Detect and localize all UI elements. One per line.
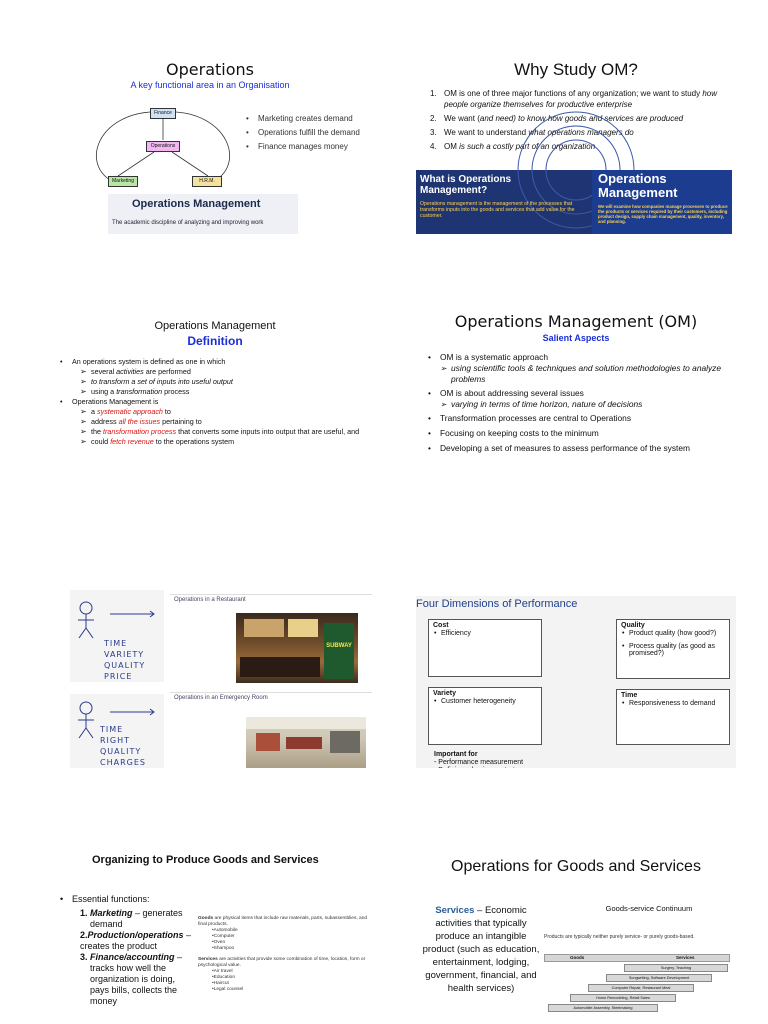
om-textbook-card xyxy=(108,194,298,234)
caption: Operations in a Restaurant xyxy=(174,597,246,603)
slide-goods-services xyxy=(384,768,768,1024)
restaurant-card xyxy=(170,594,372,688)
bullet-item: • Operations fulfill the demand xyxy=(246,126,386,140)
definition-body xyxy=(60,357,370,447)
slide-title: Operations Management (OM) xyxy=(454,312,698,331)
bullet-item: • OM is about addressing several issues xyxy=(428,388,748,399)
bullet-item: • OM is a systematic approach xyxy=(428,352,748,363)
slide-why-study-om xyxy=(384,0,768,256)
continuum-row: Computer Repair, Restaurant Meal xyxy=(588,984,694,992)
services-definition: Services – Economic activities that typically produce an intangible product (such as education, entertainment, lodging, government, financial, and health services) xyxy=(422,905,540,994)
bullet-item: • Transformation processes are central to Operations xyxy=(428,413,748,424)
col-services: Services xyxy=(676,955,695,960)
bullet-item: • Marketing creates demand xyxy=(246,112,386,126)
handwriting-list: TIME RIGHT QUALITY CHARGES xyxy=(100,725,146,767)
sub-item: ➢ varying in terms of time horizon, nature of decisions xyxy=(440,399,748,410)
quality-box: Quality • Product quality (how good?) • Process quality (as good as promised?) xyxy=(616,619,730,679)
variety-box: Variety • Customer heterogeneity xyxy=(428,687,542,745)
om-card-caption: The academic discipline of analyzing and improving work xyxy=(112,220,264,226)
slide-subtitle: A key functional area in an Organisation xyxy=(130,80,290,90)
bullet-item: • Operations Management is xyxy=(60,397,370,407)
handwriting-panel-er xyxy=(70,694,164,768)
continuum-row: Songwriting, Software Development xyxy=(606,974,712,982)
om-card-title: Operations Management xyxy=(132,198,261,210)
why-item: 4. OM is such a costly part of an organization xyxy=(430,142,596,151)
bullet-item: • An operations system is defined as one in which xyxy=(60,357,370,367)
slide-title: Operations xyxy=(166,60,254,79)
slide-om-salient xyxy=(384,256,768,512)
slide-subtitle: Definition xyxy=(187,334,243,348)
subway-sign: SUBWAY xyxy=(326,643,352,649)
slide-operations xyxy=(0,0,384,256)
banner-what-is-om xyxy=(416,170,592,234)
sub-item: ➢ address all the issues pertaining to xyxy=(80,417,370,427)
restaurant-photo xyxy=(236,613,358,683)
continuum-note: Products are typically neither purely service- or purely goods-based. xyxy=(544,934,695,940)
bullet-item: • Essential functions: xyxy=(60,894,150,904)
operations-box: Operations xyxy=(146,141,180,152)
continuum-row: Surgery, Teaching xyxy=(624,964,728,972)
caption: Operations in an Emergency Room xyxy=(174,695,268,701)
sub-item: ➢ could fetch revenue to the operations system xyxy=(80,437,370,447)
banner-left-text: Operations management is the management of the processes that transforms inputs into the goods and services that add value for the customer. xyxy=(420,201,575,219)
slide-title: Organizing to Produce Goods and Services xyxy=(92,854,319,866)
why-list xyxy=(430,88,730,152)
goods-services-card: Goods are physical items that include raw materials, parts, subassemblies, and final products. •Automobile •Computer •Oven •Shampoo Services are activities that provide some combination of time, location, form or psychological value. •Air travel •Education •Haircut •Legal counsel xyxy=(198,916,368,992)
org-diagram xyxy=(88,102,238,190)
slide-subtitle: Salient Aspects xyxy=(542,333,610,343)
hrm-box: H.R.M. xyxy=(192,176,222,187)
why-item: 1. OM is one of three major functions of any organization; we want to study how people organize themselves for productive enterprise xyxy=(430,89,718,109)
slide-operations-examples xyxy=(0,512,384,768)
handwriting-panel-restaurant xyxy=(70,590,164,682)
salient-body xyxy=(428,352,748,454)
bullet-item: • Developing a set of measures to assess performance of the system xyxy=(428,443,748,454)
why-item: 3. We want to understand what operations managers do xyxy=(430,128,634,137)
function-item: 1. Marketing – generates demand xyxy=(80,908,183,929)
banner-left-title: What is Operations Management? xyxy=(420,174,512,196)
why-item: 2. We want (and need) to know how goods and services are produced xyxy=(430,114,684,123)
important-for: Important for - Performance measurement xyxy=(434,751,524,766)
er-card xyxy=(170,692,372,770)
continuum-row: Automobile Assembly, Steelmaking xyxy=(548,1004,658,1012)
sub-item: ➢ using scientific tools & techniques and solution methodologies to analyze problems xyxy=(440,363,748,385)
sub-item: ➢ to transform a set of inputs into useful output xyxy=(80,377,370,387)
bullet-item: • Focusing on keeping costs to the minimum xyxy=(428,428,748,439)
function-item: 3. Finance/accounting – tracks how well the organization is doing, pays bills, collects the money xyxy=(80,952,183,1006)
slide-title: Operations Management xyxy=(154,320,276,332)
sub-item: ➢ a systematic approach to xyxy=(80,407,370,417)
cost-box: Cost • Efficiency xyxy=(428,619,542,677)
sub-item: ➢ using a transformation process xyxy=(80,387,370,397)
handwriting-list: TIME VARIETY QUALITY PRICE xyxy=(104,639,146,681)
continuum-chart xyxy=(544,954,730,1024)
banner-om xyxy=(592,170,732,234)
slide-title: Why Study OM? xyxy=(514,60,638,79)
slide-om-definition xyxy=(0,256,384,512)
slide-title: Four Dimensions of Performance xyxy=(416,598,578,610)
functions-numbered xyxy=(80,908,196,1007)
time-box: Time • Responsiveness to demand xyxy=(616,689,730,745)
sub-item: ➢ the transformation process that converts some inputs into output that are useful, and xyxy=(80,427,370,437)
continuum-row: Home Remodeling, Retail Sales xyxy=(570,994,676,1002)
bullet-item: • Finance manages money xyxy=(246,140,386,154)
banner-right-title: Operations Management xyxy=(598,171,678,200)
continuum-title: Goods-service Continuum xyxy=(605,904,693,913)
s1-bullets xyxy=(246,112,386,154)
banner-right-text: We will examine how companies manage processes to produce the products or services required by their customers, including product design, supply chain management, quality, inventory, and planning. xyxy=(598,204,728,224)
er-photo xyxy=(246,717,366,771)
finance-box: Finance xyxy=(150,108,176,119)
slide-four-dimensions xyxy=(384,512,768,768)
function-item: 2.Production/operations – creates the product xyxy=(80,930,192,951)
sub-item: ➢ several activities are performed xyxy=(80,367,370,377)
col-goods: Goods xyxy=(570,955,585,960)
slide-organizing xyxy=(0,768,384,1024)
slide-title: Operations for Goods and Services xyxy=(451,858,701,875)
functions-list xyxy=(60,894,150,904)
marketing-box: Marketing xyxy=(108,176,138,187)
